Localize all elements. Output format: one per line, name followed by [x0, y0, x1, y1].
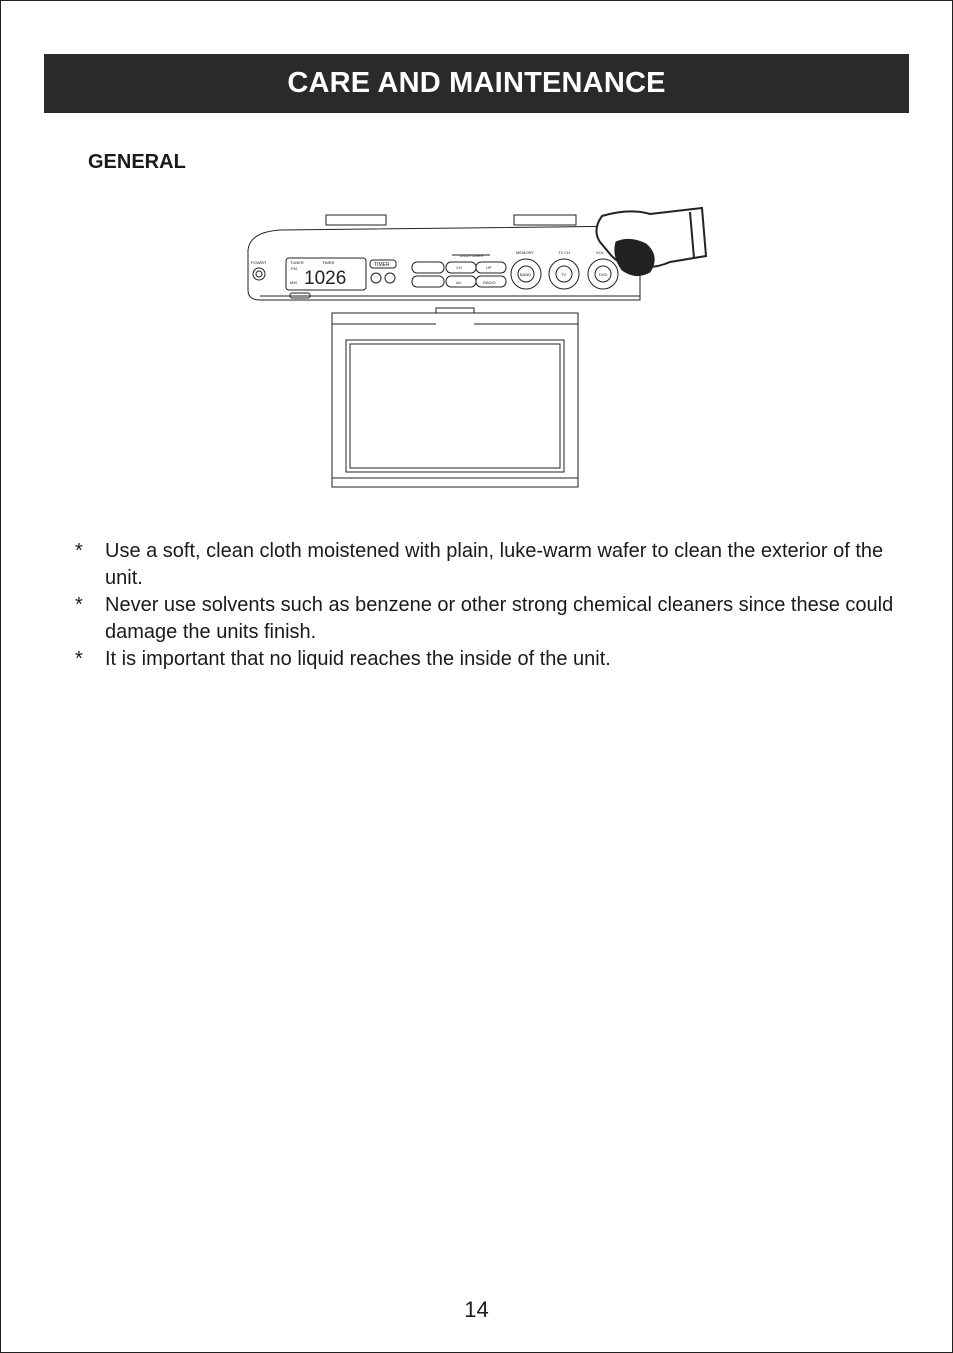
tv-ch-label: TV CH	[558, 250, 570, 255]
power-label: POWER	[251, 260, 267, 265]
page-number: 14	[464, 1297, 489, 1322]
instruction-item	[75, 646, 905, 673]
radio-label: RADIO	[483, 280, 496, 285]
bullet-marker: *	[75, 594, 83, 616]
page-title: CARE AND MAINTENANCE	[287, 67, 666, 99]
mw-label: MW	[290, 280, 298, 285]
vol-label: VOL	[596, 250, 605, 255]
tuner-label: TUNER	[290, 260, 304, 265]
dvd-tuner-label: DVD/TUNER	[460, 253, 484, 258]
instruction-text: Never use solvents such as benzene or other strong chemical cleaners since these could damage the units finish.	[105, 594, 894, 643]
dvd-label: DVD	[599, 272, 608, 277]
instruction-text: Use a soft, clean cloth moistened with plain, luke-warm wafer to clean the exterior of the unit.	[105, 540, 884, 589]
mount-tab-right	[514, 215, 576, 225]
av-label: AV	[456, 280, 462, 285]
instruction-text: It is important that no liquid reaches the inside of the unit.	[105, 648, 611, 670]
title-banner	[44, 54, 909, 113]
screen	[346, 340, 564, 472]
instruction-item	[75, 592, 905, 646]
ch-label: CH	[456, 265, 462, 270]
bullet-marker: *	[75, 648, 83, 670]
tv-label: TV	[561, 272, 567, 277]
cleaning-instructions	[75, 538, 905, 673]
timer-button-label: TIMER	[374, 262, 390, 268]
band-label: BAND	[520, 272, 532, 277]
bullet-marker: *	[75, 540, 83, 562]
timer-indicator: TIMER	[322, 260, 335, 265]
fm-label: FM	[291, 266, 297, 271]
memory-label: MEMORY	[516, 250, 534, 255]
frequency-digits: 1026	[304, 268, 347, 289]
instruction-item	[75, 538, 905, 592]
section-heading: GENERAL	[88, 151, 186, 173]
device-cleaning-illustration	[240, 200, 740, 495]
mount-tab-left	[326, 215, 386, 225]
up-label: UP	[486, 265, 492, 270]
